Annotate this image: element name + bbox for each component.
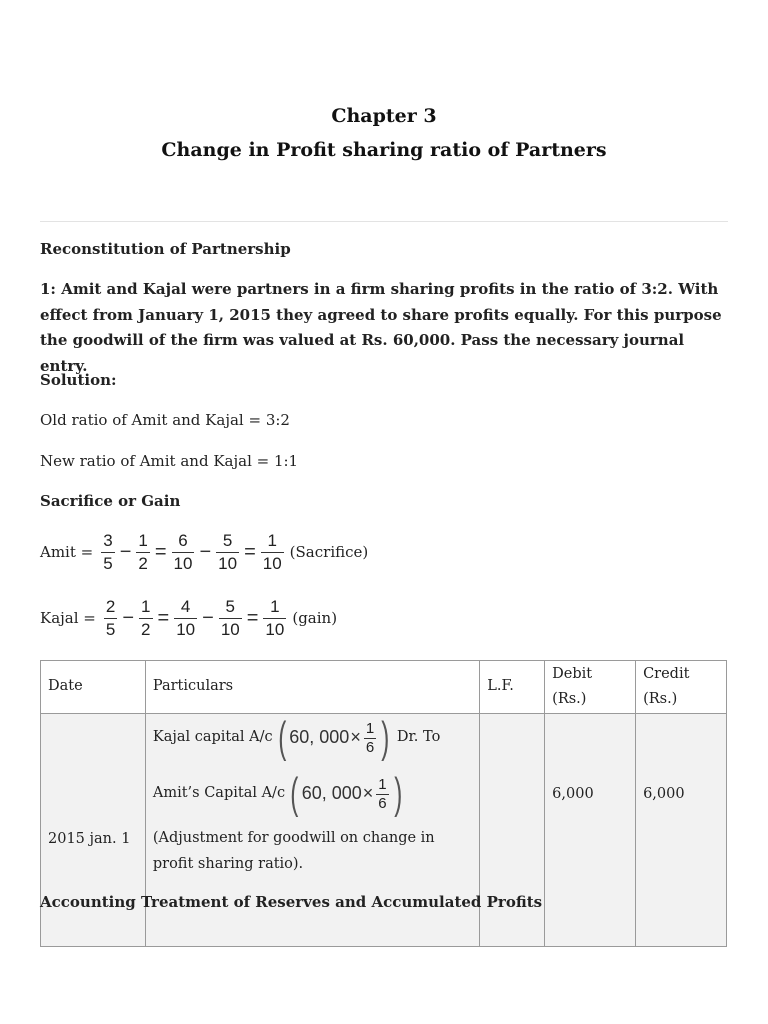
amit-equation	[40, 527, 368, 577]
goodwill-share-expression: ( 60, 000 × 1 6 )	[290, 769, 402, 818]
debit-entry-line: Kajal capital A/c ( 60, 000 × 1 6 ) Dr. To	[152, 713, 441, 762]
fraction: 1 10	[265, 596, 285, 639]
fraction: 4 10	[176, 596, 196, 639]
kajal-equation	[40, 593, 337, 643]
fraction: 1 2	[138, 530, 148, 573]
new-ratio-text: New ratio of Amit and Kajal = 1:1	[40, 452, 299, 470]
cell-debit: 6,000	[545, 714, 636, 947]
question-text: 1: Amit and Kajal were partners in a firm sharing profits in the ratio of 3:2. With effect from January 1, 2015 they agreed to share profits equally. For this purpose the goodwill of the firm was valued at Rs. 60,000. Pass the necessary journal entry.	[40, 280, 722, 375]
fraction: 3 5	[103, 530, 113, 573]
credit-entry-line: Amit’s Capital A/c ( 60, 000 × 1 6 )	[153, 772, 409, 816]
minus-sign: −	[122, 606, 135, 629]
header-lf: L.F.	[480, 661, 545, 714]
minus-sign: −	[199, 540, 212, 563]
header-debit: Debit (Rs.)	[545, 661, 636, 714]
section-heading: Reconstitution of Partnership	[40, 240, 291, 258]
minus-sign: −	[119, 540, 132, 563]
amit-label: Amit =	[40, 543, 94, 561]
cell-lf	[480, 714, 545, 947]
fraction: 6 10	[173, 530, 193, 573]
header-credit: Credit (Rs.)	[636, 661, 727, 714]
fraction: 1 10	[262, 530, 282, 573]
equals-sign: =	[157, 606, 170, 629]
next-section-heading: Accounting Treatment of Reserves and Accumulated Profits	[40, 893, 543, 911]
table-header-row	[41, 661, 727, 714]
header-particulars: Particulars	[145, 661, 479, 714]
sacrifice-heading: Sacrifice or Gain	[40, 492, 181, 510]
cell-date: 2015 jan. 1	[41, 714, 146, 947]
equals-sign: =	[154, 540, 167, 563]
goodwill-share-expression: ( 60, 000 × 1 6 )	[277, 713, 390, 762]
fraction: 5 10	[218, 530, 238, 573]
kajal-note: (gain)	[292, 609, 338, 627]
cell-credit: 6,000	[636, 714, 727, 947]
old-ratio-text: Old ratio of Amit and Kajal = 3:2	[40, 411, 290, 429]
header-date: Date	[41, 661, 146, 714]
fraction: 5 10	[220, 596, 240, 639]
narration: (Adjustment for goodwill on change in profit sharing ratio).	[152, 830, 435, 872]
equals-sign: =	[246, 606, 259, 629]
chapter-title: Change in Profit sharing ratio of Partners	[161, 139, 607, 161]
equals-sign: =	[244, 540, 256, 563]
amit-note: (Sacrifice)	[289, 543, 369, 561]
fraction: 2 5	[105, 596, 116, 639]
chapter-number: Chapter 3	[331, 105, 437, 127]
table-row	[41, 714, 727, 947]
fraction: 1 2	[141, 596, 151, 639]
divider	[40, 221, 728, 222]
solution-label: Solution:	[40, 371, 117, 389]
cell-particulars	[145, 714, 479, 947]
kajal-label: Kajal =	[40, 609, 96, 627]
minus-sign: −	[202, 606, 214, 629]
